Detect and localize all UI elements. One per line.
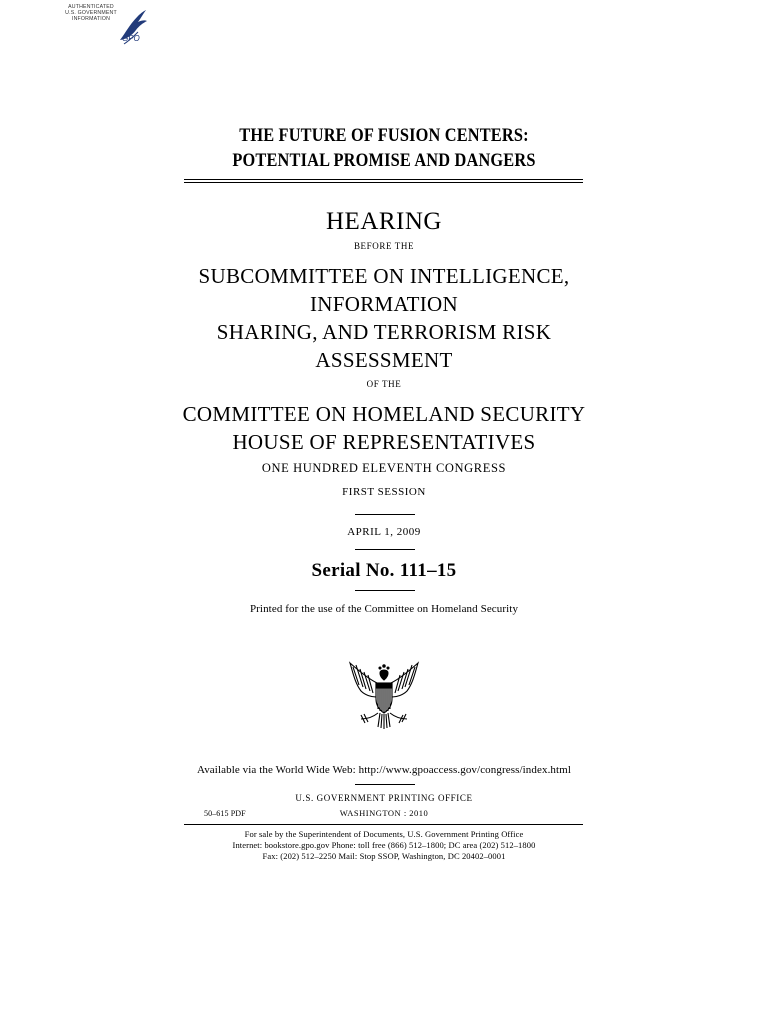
hearing-date: APRIL 1, 2009: [347, 526, 421, 538]
city-year: WASHINGTON : 2010: [339, 808, 429, 818]
gpo-logo-text: [60, 4, 122, 22]
gpo-authentication-logo: [60, 4, 152, 48]
short-rule: [355, 549, 415, 550]
subcommittee-line-2: INFORMATION: [310, 292, 458, 316]
gpo-mark: GPO: [122, 34, 140, 43]
great-seal-eagle-icon: [347, 657, 421, 731]
document-number: 50–615 PDF: [204, 809, 246, 818]
sale-line-3: Fax: (202) 512–2250 Mail: Stop SSOP, Washington, DC 20402–0001: [262, 851, 506, 861]
printed-for-line: Printed for the use of the Committee on Homeland Security: [249, 603, 519, 615]
footer-rule: [184, 824, 583, 825]
sale-line-2: Internet: bookstore.gpo.gov Phone: toll free (866) 512–1800; DC area (202) 512–1800: [232, 840, 536, 850]
short-rule: [355, 590, 415, 591]
short-rule: [355, 514, 415, 515]
committee-line-2: HOUSE OF REPRESENTATIVES: [232, 430, 536, 454]
document-title-line-1: THE FUTURE OF FUSION CENTERS:: [239, 125, 529, 146]
document-title-line-2: POTENTIAL PROMISE AND DANGERS: [232, 150, 536, 171]
short-rule: [355, 784, 415, 785]
gpo-logo-line: AUTHENTICATED: [68, 4, 114, 10]
hearing-heading: HEARING: [326, 208, 442, 235]
availability-line: Available via the World Wide Web: http://www.gpoaccess.gov/congress/index.html: [196, 764, 571, 776]
committee-line-1: COMMITTEE ON HOMELAND SECURITY: [182, 402, 586, 426]
subcommittee-line-4: ASSESSMENT: [315, 348, 453, 372]
subcommittee-line-1: SUBCOMMITTEE ON INTELLIGENCE,: [198, 264, 570, 288]
gpo-logo-line: INFORMATION: [71, 16, 111, 22]
congress-label: ONE HUNDRED ELEVENTH CONGRESS: [261, 461, 507, 475]
of-the-label: OF THE: [366, 379, 402, 389]
session-label: FIRST SESSION: [342, 486, 426, 498]
gpo-logo-line: U.S. GOVERNMENT: [65, 10, 117, 16]
subcommittee-line-3: SHARING, AND TERRORISM RISK: [216, 320, 552, 344]
before-the-label: BEFORE THE: [353, 241, 415, 251]
sale-line-1: For sale by the Superintendent of Documents, U.S. Government Printing Office: [244, 829, 524, 839]
title-double-rule: [184, 179, 583, 183]
serial-number: Serial No. 111–15: [311, 560, 457, 581]
printing-office-label: U.S. GOVERNMENT PRINTING OFFICE: [295, 793, 473, 803]
